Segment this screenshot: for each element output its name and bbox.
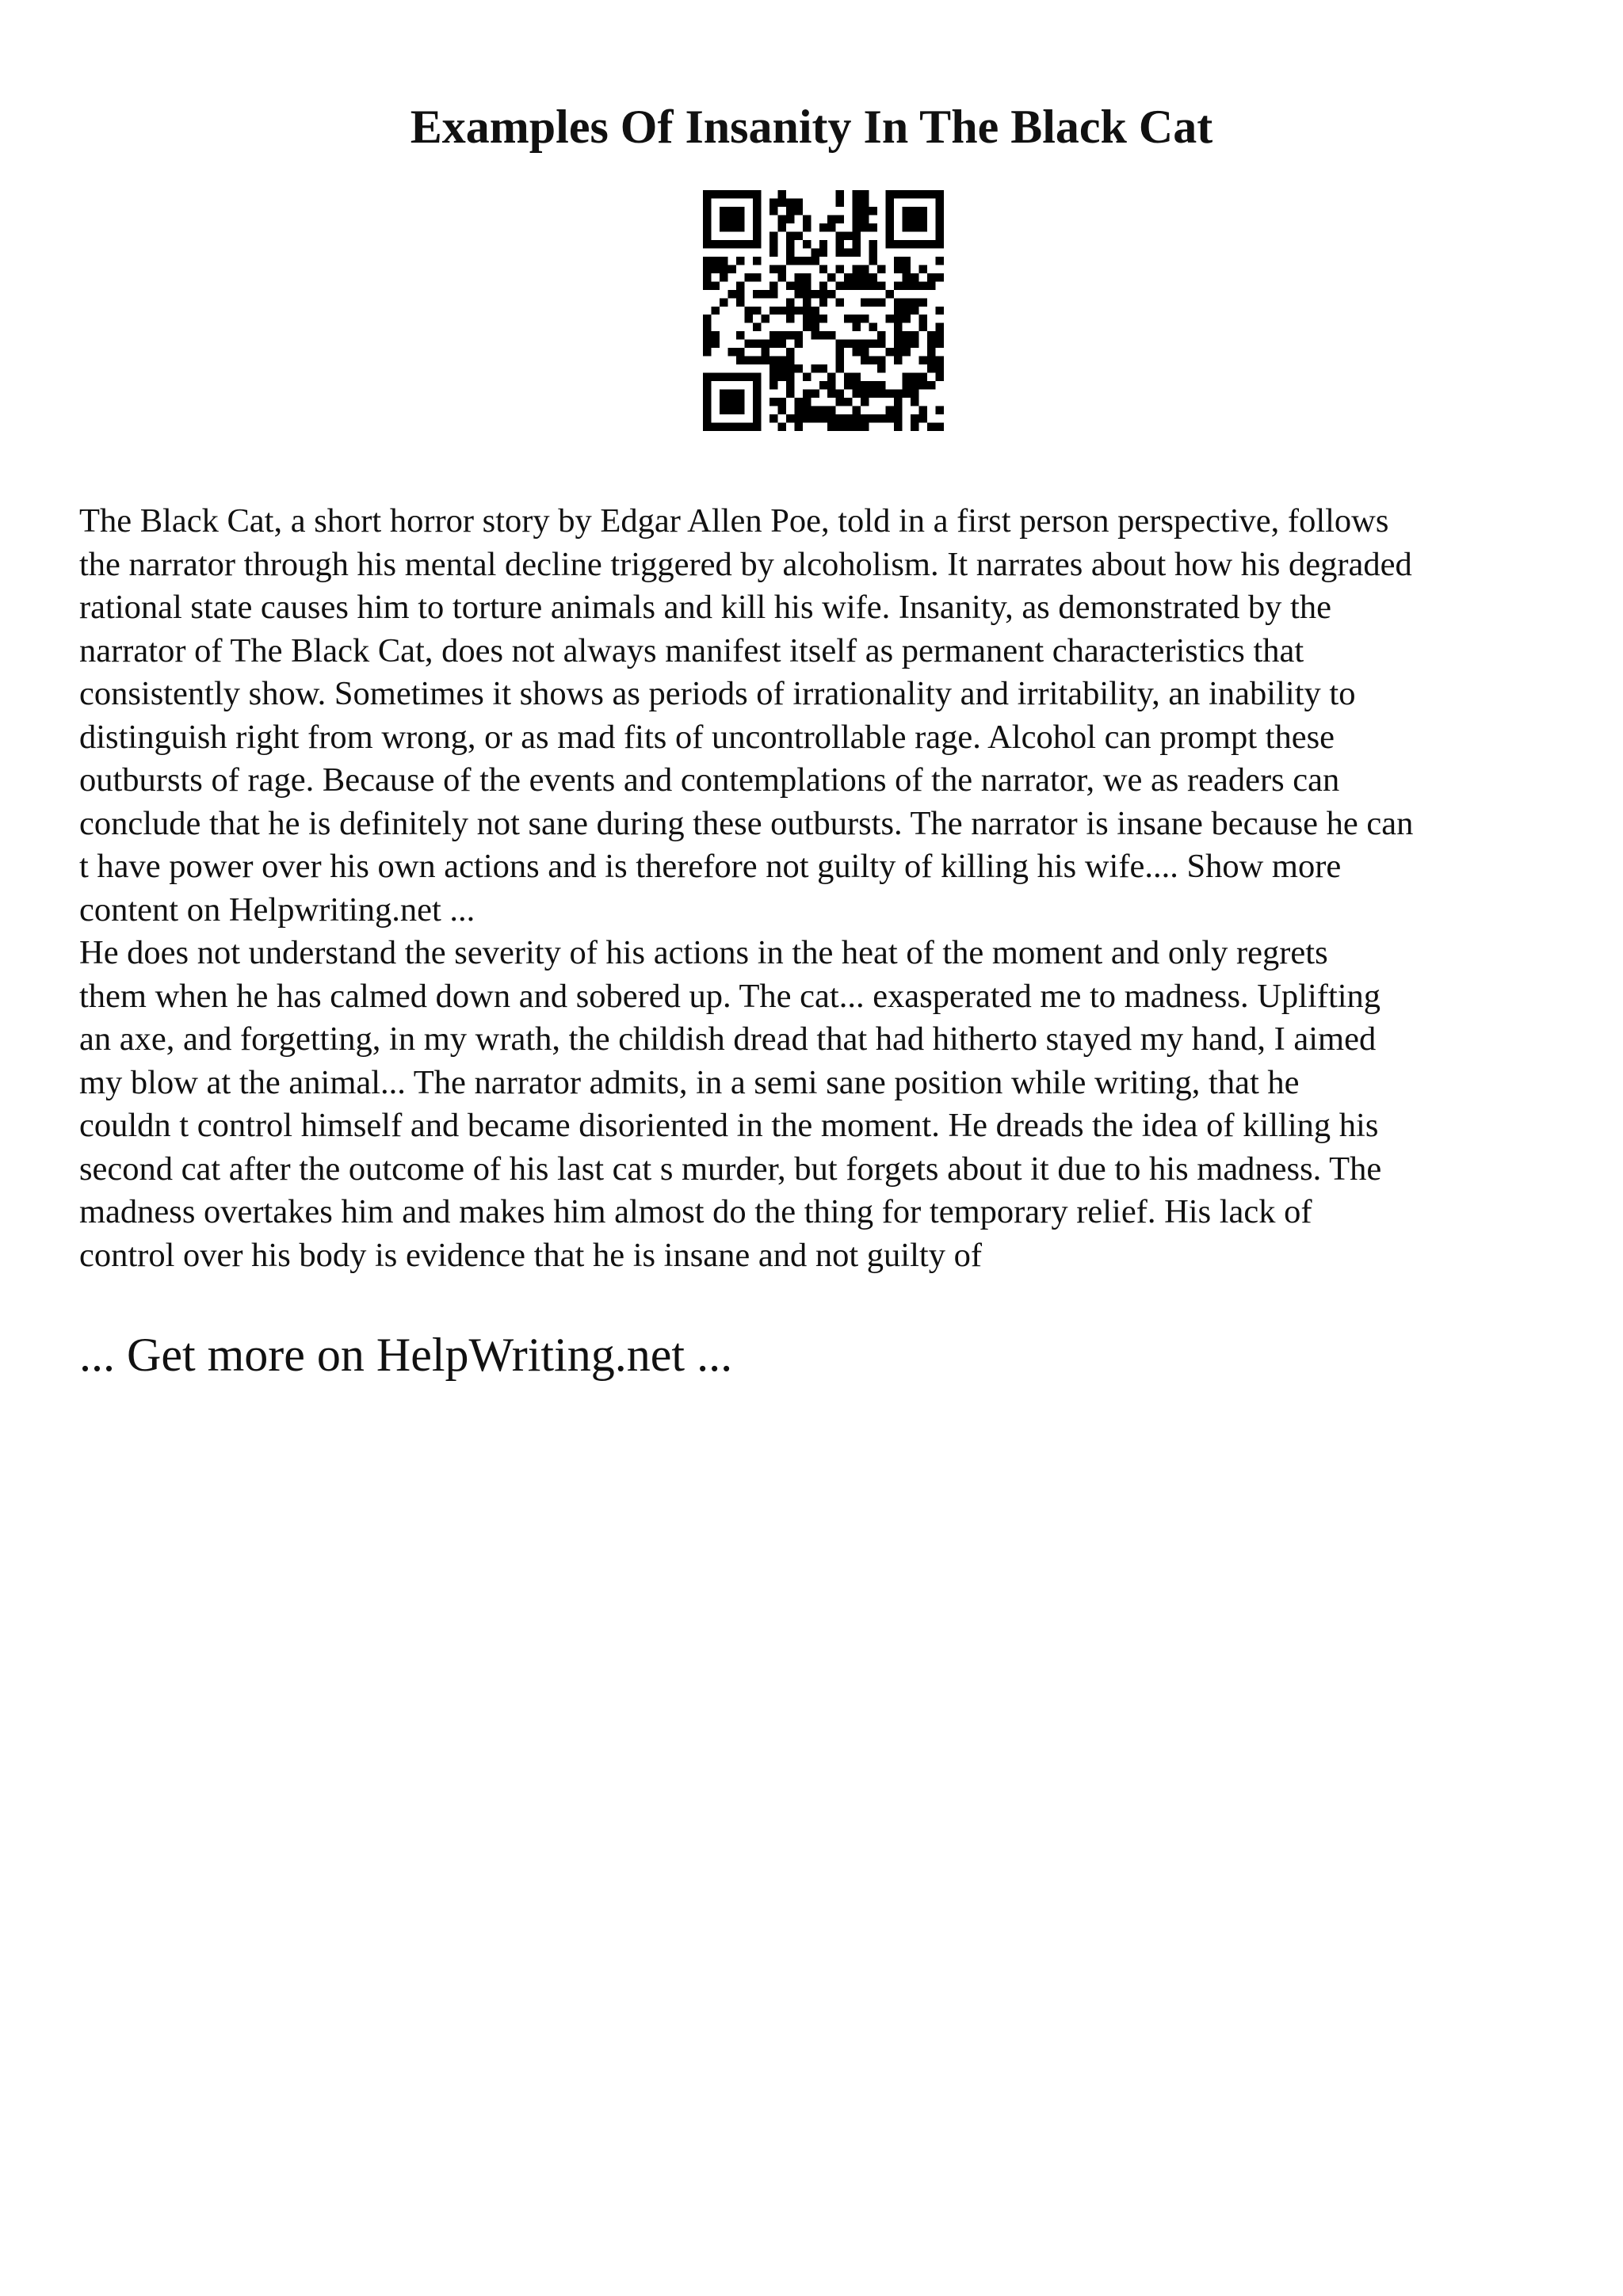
page-title: Examples Of Insanity In The Black Cat: [410, 101, 1213, 153]
paragraph-2: He does not understand the severity of his actions in the heat of the moment and only regrets them when he has calmed down and sobered up. The cat... exasperated me to madness. Uplifting an axe, and forgetting, in my wrath, the childish dread that had hitherto stayed my hand, I aimed my blow at the animal... The narrator admits, in a semi sane position while writing, that he couldn t control himself and became disoriented in the moment. He dreads the idea of killing his second cat after the outcome of his last cat s murder, but forgets about it due to his madness. The madness overtakes him and makes him almost do the thing for temporary relief. His lack of control over his body is evidence that he is insane and not guilty of: [79, 934, 1382, 1274]
qr-code-graphic: [703, 190, 944, 431]
article-body: [79, 500, 1553, 1277]
get-more-link[interactable]: ... Get more on HelpWriting.net ...: [79, 1329, 733, 1381]
qr-code-icon[interactable]: [703, 190, 944, 431]
paragraph-1: The Black Cat, a short horror story by Edgar Allen Poe, told in a first person perspective, follows the narrator through his mental decline triggered by alcoholism. It narrates about how his degraded rational state causes him to torture animals and kill his wife. Insanity, as demonstrated by the narrator of The Black Cat, does not always manifest itself as permanent characteristics that consistently show. Sometimes it shows as periods of irrationality and irritability, an inability to distinguish right from wrong, or as mad fits of uncontrollable rage. Alcohol can prompt these outbursts of rage. Because of the events and contemplations of the narrator, we as readers can conclude that he is definitely not sane during these outbursts. The narrator is insane because he can t have power over his own actions and is therefore not guilty of killing his wife.... Show more content on Helpwriting.net ...: [79, 502, 1414, 929]
